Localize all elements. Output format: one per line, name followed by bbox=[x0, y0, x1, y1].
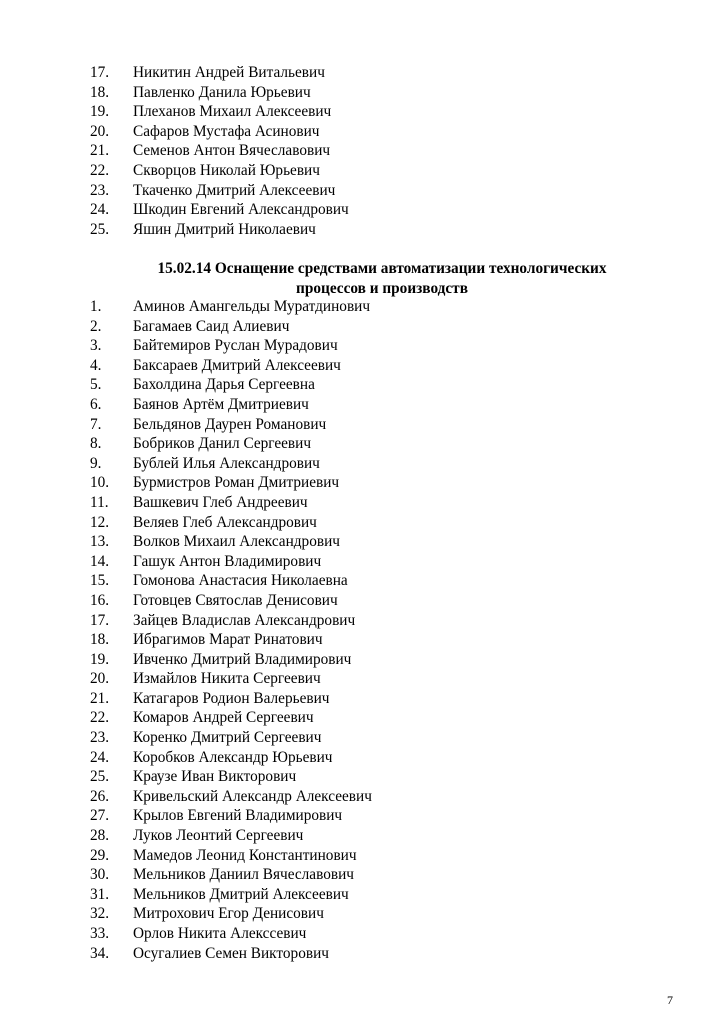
list-item-number: 4. bbox=[90, 356, 102, 374]
student-name: Ткаченко Дмитрий Алексеевич bbox=[133, 181, 336, 199]
student-name: Баксараев Дмитрий Алексеевич bbox=[133, 356, 341, 374]
student-name: Багамаев Саид Алиевич bbox=[133, 317, 290, 335]
list-item-number: 9. bbox=[90, 454, 102, 472]
list-item-number: 20. bbox=[90, 670, 110, 688]
list-item-number: 19. bbox=[90, 103, 110, 121]
list-item bbox=[90, 748, 372, 768]
student-name: Гашук Антон Владимирович bbox=[133, 552, 322, 570]
list-item bbox=[90, 434, 372, 454]
list-item bbox=[90, 767, 372, 787]
list-item bbox=[90, 356, 372, 376]
list-item bbox=[90, 669, 372, 689]
student-name: Плеханов Михаил Алексеевич bbox=[133, 103, 332, 121]
student-name: Скворцов Николай Юрьевич bbox=[133, 161, 320, 179]
list-item-number: 34. bbox=[90, 944, 110, 962]
list-item-number: 23. bbox=[90, 181, 110, 199]
student-list-previous-section bbox=[90, 63, 349, 239]
list-item-number: 19. bbox=[90, 650, 110, 668]
student-name: Осугалиев Семен Викторович bbox=[133, 944, 329, 962]
student-name: Бахолдина Дарья Сергеевна bbox=[133, 376, 315, 394]
list-item-number: 25. bbox=[90, 768, 110, 786]
list-item bbox=[90, 904, 372, 924]
student-name: Бурмистров Роман Дмитриевич bbox=[133, 474, 340, 492]
list-item-number: 24. bbox=[90, 748, 110, 766]
list-item-number: 28. bbox=[90, 827, 110, 845]
list-item-number: 17. bbox=[90, 611, 110, 629]
list-item-number: 18. bbox=[90, 631, 110, 649]
list-item-number: 14. bbox=[90, 552, 110, 570]
list-item-number: 22. bbox=[90, 161, 110, 179]
student-name: Вашкевич Глеб Андреевич bbox=[133, 493, 308, 511]
list-item bbox=[90, 395, 372, 415]
list-item bbox=[90, 63, 349, 83]
list-item bbox=[90, 689, 372, 709]
student-name: Павленко Данила Юрьевич bbox=[133, 83, 311, 101]
list-item bbox=[90, 473, 372, 493]
list-item bbox=[90, 611, 372, 631]
list-item bbox=[90, 787, 372, 807]
list-item bbox=[90, 122, 349, 142]
list-item bbox=[90, 591, 372, 611]
list-item-number: 5. bbox=[90, 376, 102, 394]
student-name: Зайцев Владислав Александрович bbox=[133, 611, 356, 629]
list-item bbox=[90, 493, 372, 513]
student-name: Ибрагимов Марат Ринатович bbox=[133, 631, 323, 649]
list-item bbox=[90, 865, 372, 885]
list-item-number: 16. bbox=[90, 591, 110, 609]
student-name: Митрохович Егор Денисович bbox=[133, 905, 324, 923]
list-item-number: 29. bbox=[90, 846, 110, 864]
student-name: Ивченко Дмитрий Владимирович bbox=[133, 650, 352, 668]
list-item bbox=[90, 161, 349, 181]
student-name: Бублей Илья Александрович bbox=[133, 454, 320, 472]
list-item-number: 6. bbox=[90, 395, 102, 413]
list-item-number: 22. bbox=[90, 709, 110, 727]
list-item bbox=[90, 454, 372, 474]
student-name: Волков Михаил Александрович bbox=[133, 533, 340, 551]
list-item bbox=[90, 220, 349, 240]
list-item bbox=[90, 826, 372, 846]
list-item bbox=[90, 375, 372, 395]
section-heading-line-1: 15.02.14 Оснащение средствами автоматизации технологических bbox=[157, 260, 607, 277]
list-item bbox=[90, 336, 372, 356]
list-item bbox=[90, 650, 372, 670]
student-name: Байтемиров Руслан Мурадович bbox=[133, 337, 338, 355]
list-item-number: 7. bbox=[90, 415, 102, 433]
list-item bbox=[90, 317, 372, 337]
list-item bbox=[90, 415, 372, 435]
list-item bbox=[90, 708, 372, 728]
student-name: Кривельский Александр Алексеевич bbox=[133, 787, 372, 805]
list-item bbox=[90, 200, 349, 220]
list-item-number: 33. bbox=[90, 925, 110, 942]
student-name: Яшин Дмитрий Николаевич bbox=[133, 220, 316, 238]
student-name: Баянов Артём Дмитриевич bbox=[133, 395, 309, 413]
student-name: Катагаров Родион Валерьевич bbox=[133, 689, 330, 707]
list-item-number: 15. bbox=[90, 572, 110, 590]
student-name: Аминов Амангельды Муратдинович bbox=[133, 298, 371, 315]
list-item-number: 26. bbox=[90, 787, 110, 805]
list-item-number: 17. bbox=[90, 64, 110, 81]
list-item-number: 32. bbox=[90, 905, 110, 923]
list-item-number: 27. bbox=[90, 807, 110, 825]
list-item-number: 1. bbox=[90, 298, 102, 315]
list-item-number: 30. bbox=[90, 866, 110, 884]
list-item-number: 11. bbox=[90, 493, 109, 511]
list-item bbox=[90, 552, 372, 572]
student-name: Семенов Антон Вячеславович bbox=[133, 142, 331, 160]
list-item-number: 24. bbox=[90, 201, 110, 219]
list-item-number: 8. bbox=[90, 435, 102, 453]
student-name: Мельников Даниил Вячеславович bbox=[133, 866, 354, 884]
list-item-number: 20. bbox=[90, 122, 110, 140]
list-item bbox=[90, 806, 372, 826]
list-item-number: 12. bbox=[90, 513, 110, 531]
student-name: Коренко Дмитрий Сергеевич bbox=[133, 729, 322, 747]
list-item-number: 18. bbox=[90, 83, 110, 101]
student-name: Измайлов Никита Сергеевич bbox=[133, 670, 321, 688]
student-name: Мамедов Леонид Константинович bbox=[133, 846, 357, 864]
list-item-number: 21. bbox=[90, 689, 110, 707]
list-item-number: 2. bbox=[90, 317, 102, 335]
student-name: Крылов Евгений Владимирович bbox=[133, 807, 343, 825]
student-name: Коробков Александр Юрьевич bbox=[133, 748, 333, 766]
student-name: Комаров Андрей Сергеевич bbox=[133, 709, 314, 727]
list-item bbox=[90, 297, 372, 317]
list-item bbox=[90, 944, 372, 964]
list-item-number: 21. bbox=[90, 142, 110, 160]
student-name: Орлов Никита Алекссевич bbox=[133, 925, 307, 942]
list-item bbox=[90, 513, 372, 533]
list-item bbox=[90, 924, 372, 944]
student-name: Мельников Дмитрий Алексеевич bbox=[133, 885, 349, 903]
list-item bbox=[90, 885, 372, 905]
student-name: Готовцев Святослав Денисович bbox=[133, 591, 338, 609]
list-item-number: 3. bbox=[90, 337, 102, 355]
student-name: Луков Леонтий Сергеевич bbox=[133, 827, 304, 845]
list-item-number: 13. bbox=[90, 533, 110, 551]
list-item bbox=[90, 846, 372, 866]
student-list-15-02-14 bbox=[90, 297, 372, 963]
student-name: Никитин Андрей Витальевич bbox=[133, 64, 325, 81]
student-name: Бобриков Данил Сергеевич bbox=[133, 435, 312, 453]
list-item bbox=[90, 83, 349, 103]
list-item-number: 31. bbox=[90, 885, 110, 903]
list-item bbox=[90, 181, 349, 201]
list-item bbox=[90, 532, 372, 552]
student-name: Сафаров Мустафа Асинович bbox=[133, 122, 320, 140]
student-name: Бельдянов Даурен Романович bbox=[133, 415, 327, 433]
student-name: Веляев Глеб Александрович bbox=[133, 513, 317, 531]
list-item-number: 10. bbox=[90, 474, 110, 492]
section-heading-line-2: процессов и производств bbox=[296, 279, 468, 297]
student-name: Шкодин Евгений Александрович bbox=[133, 201, 349, 219]
list-item bbox=[90, 571, 372, 591]
list-item-number: 25. bbox=[90, 220, 110, 238]
list-item bbox=[90, 102, 349, 122]
list-item-number: 23. bbox=[90, 729, 110, 747]
student-name: Гомонова Анастасия Николаевна bbox=[133, 572, 348, 590]
list-item bbox=[90, 141, 349, 161]
list-item bbox=[90, 728, 372, 748]
list-item bbox=[90, 630, 372, 650]
section-heading bbox=[90, 259, 674, 298]
page-number: 7 bbox=[667, 993, 673, 1007]
student-name: Краузе Иван Викторович bbox=[133, 768, 297, 786]
